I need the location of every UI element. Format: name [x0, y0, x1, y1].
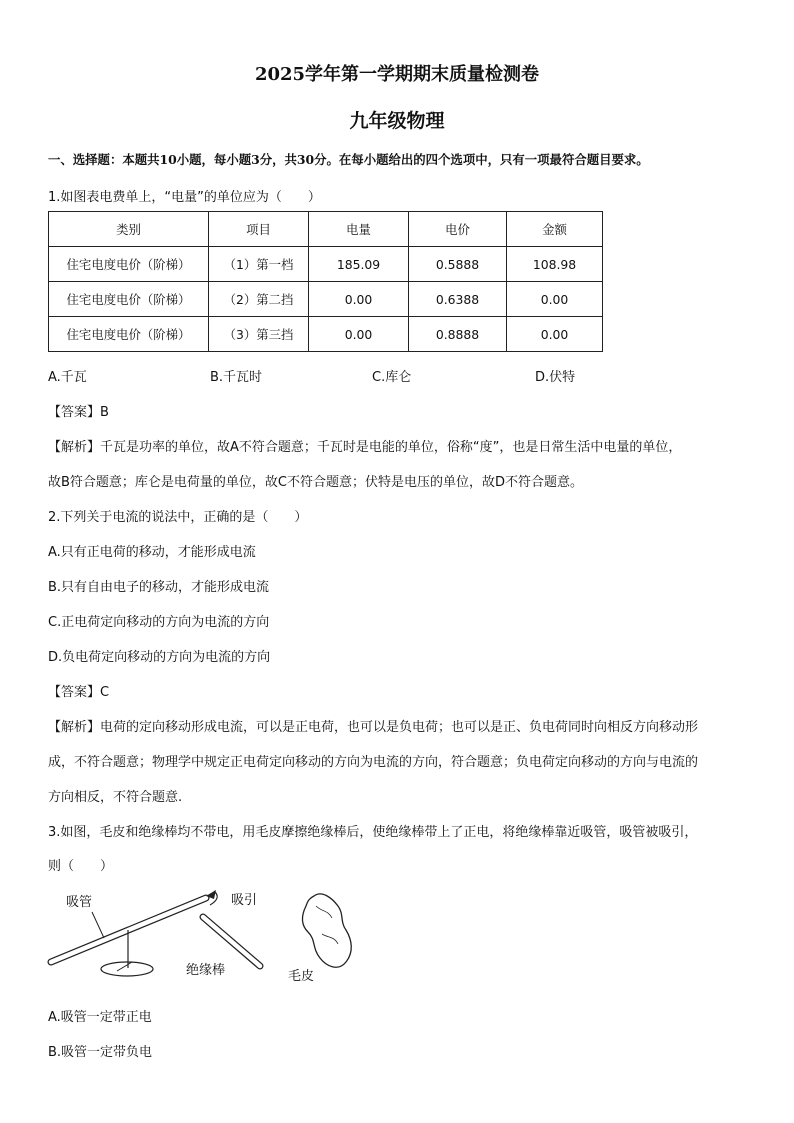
q1-stem: 1.如图表电费单上，“电量”的单位应为（ ） — [48, 190, 321, 205]
table-cell: 住宅电度电价（阶梯） — [49, 317, 209, 352]
figure-label-attract: 吸引 — [231, 893, 258, 908]
q2-option-a: A.只有正电荷的移动，才能形成电流 — [48, 545, 256, 560]
table-cell: 0.00 — [507, 282, 603, 317]
q1-answer: 【答案】B — [48, 405, 109, 420]
q2-analysis-line: 方向相反，不符合题意. — [48, 790, 183, 805]
q1-option-b: B.千瓦时 — [210, 370, 263, 385]
table-header-cell: 电价 — [409, 212, 507, 247]
table-cell: 0.00 — [507, 317, 603, 352]
table-cell: 住宅电度电价（阶梯） — [49, 282, 209, 317]
q3-option-b: B.吸管一定带负电 — [48, 1045, 153, 1060]
table-cell: 0.00 — [309, 317, 409, 352]
q1-option-c: C.库仑 — [372, 370, 412, 385]
q3-stem-line: 3.如图，毛皮和绝缘棒均不带电，用毛皮摩擦绝缘棒后，使绝缘棒带上了正电，将绝缘棒靠近吸管，吸管被吸引， — [48, 825, 698, 840]
q3-stem-line: 则（ ） — [48, 859, 114, 874]
q1-option-d: D.伏特 — [535, 370, 576, 385]
table-cell: 185.09 — [309, 247, 409, 282]
fur-texture — [316, 906, 338, 944]
table-cell: （3）第三挡 — [209, 317, 309, 352]
exam-subtitle: 九年级物理 — [349, 110, 445, 132]
q2-stem: 2.下列关于电流的说法中，正确的是（ ） — [48, 510, 308, 525]
q1-analysis-line: 【解析】千瓦是功率的单位，故A不符合题意；千瓦时是电能的单位，俗称“度”，也是日常生活中电量的单位， — [48, 440, 682, 455]
table-header-cell: 电量 — [309, 212, 409, 247]
table-cell: 0.5888 — [409, 247, 507, 282]
table-row — [49, 282, 603, 317]
q2-option-d: D.负电荷定向移动的方向为电流的方向 — [48, 650, 271, 665]
electricity-bill-table — [48, 211, 603, 352]
table-header-row — [49, 212, 603, 247]
figure-label-rod: 绝缘棒 — [186, 963, 226, 978]
table-cell: （1）第一档 — [209, 247, 309, 282]
figure-label-fur: 毛皮 — [288, 969, 315, 984]
q1-analysis-line: 故B符合题意；库仑是电荷量的单位，故C不符合题意；伏特是电压的单位，故D不符合题意。 — [48, 475, 584, 490]
table-cell: 0.00 — [309, 282, 409, 317]
table-header-cell: 项目 — [209, 212, 309, 247]
table-header-cell: 金额 — [507, 212, 603, 247]
table-cell: 住宅电度电价（阶梯） — [49, 247, 209, 282]
exam-title: 2025学年第一学期期末质量检测卷 — [254, 64, 540, 85]
table-cell: 108.98 — [507, 247, 603, 282]
section-heading: 一、选择题：本题共10小题，每小题3分，共30分。在每小题给出的四个选项中，只有一项最符合题目要求。 — [48, 152, 649, 167]
q3-figure — [40, 882, 360, 992]
fur-shape — [303, 894, 352, 967]
q2-analysis-line: 【解析】电荷的定向移动形成电流，可以是正电荷，也可以是负电荷；也可以是正、负电荷同时向相反方向移动形 — [48, 720, 699, 735]
table-cell: 0.8888 — [409, 317, 507, 352]
figure-label-straw: 吸管 — [66, 895, 93, 910]
insulating-rod-shape — [203, 917, 260, 966]
q2-option-b: B.只有自由电子的移动，才能形成电流 — [48, 580, 270, 595]
q2-analysis-line: 成，不符合题意；物理学中规定正电荷定向移动的方向为电流的方向，符合题意；负电荷定向移动的方向与电流的 — [48, 755, 699, 770]
table-cell: 0.6388 — [409, 282, 507, 317]
q2-answer: 【答案】C — [48, 685, 110, 700]
q2-option-c: C.正电荷定向移动的方向为电流的方向 — [48, 615, 270, 630]
table-row — [49, 317, 603, 352]
q1-option-a: A.千瓦 — [48, 370, 87, 385]
straw-pointer — [92, 912, 104, 938]
table-row — [49, 247, 603, 282]
table-cell: （2）第二挡 — [209, 282, 309, 317]
q3-option-a: A.吸管一定带正电 — [48, 1010, 152, 1025]
table-header-cell: 类别 — [49, 212, 209, 247]
